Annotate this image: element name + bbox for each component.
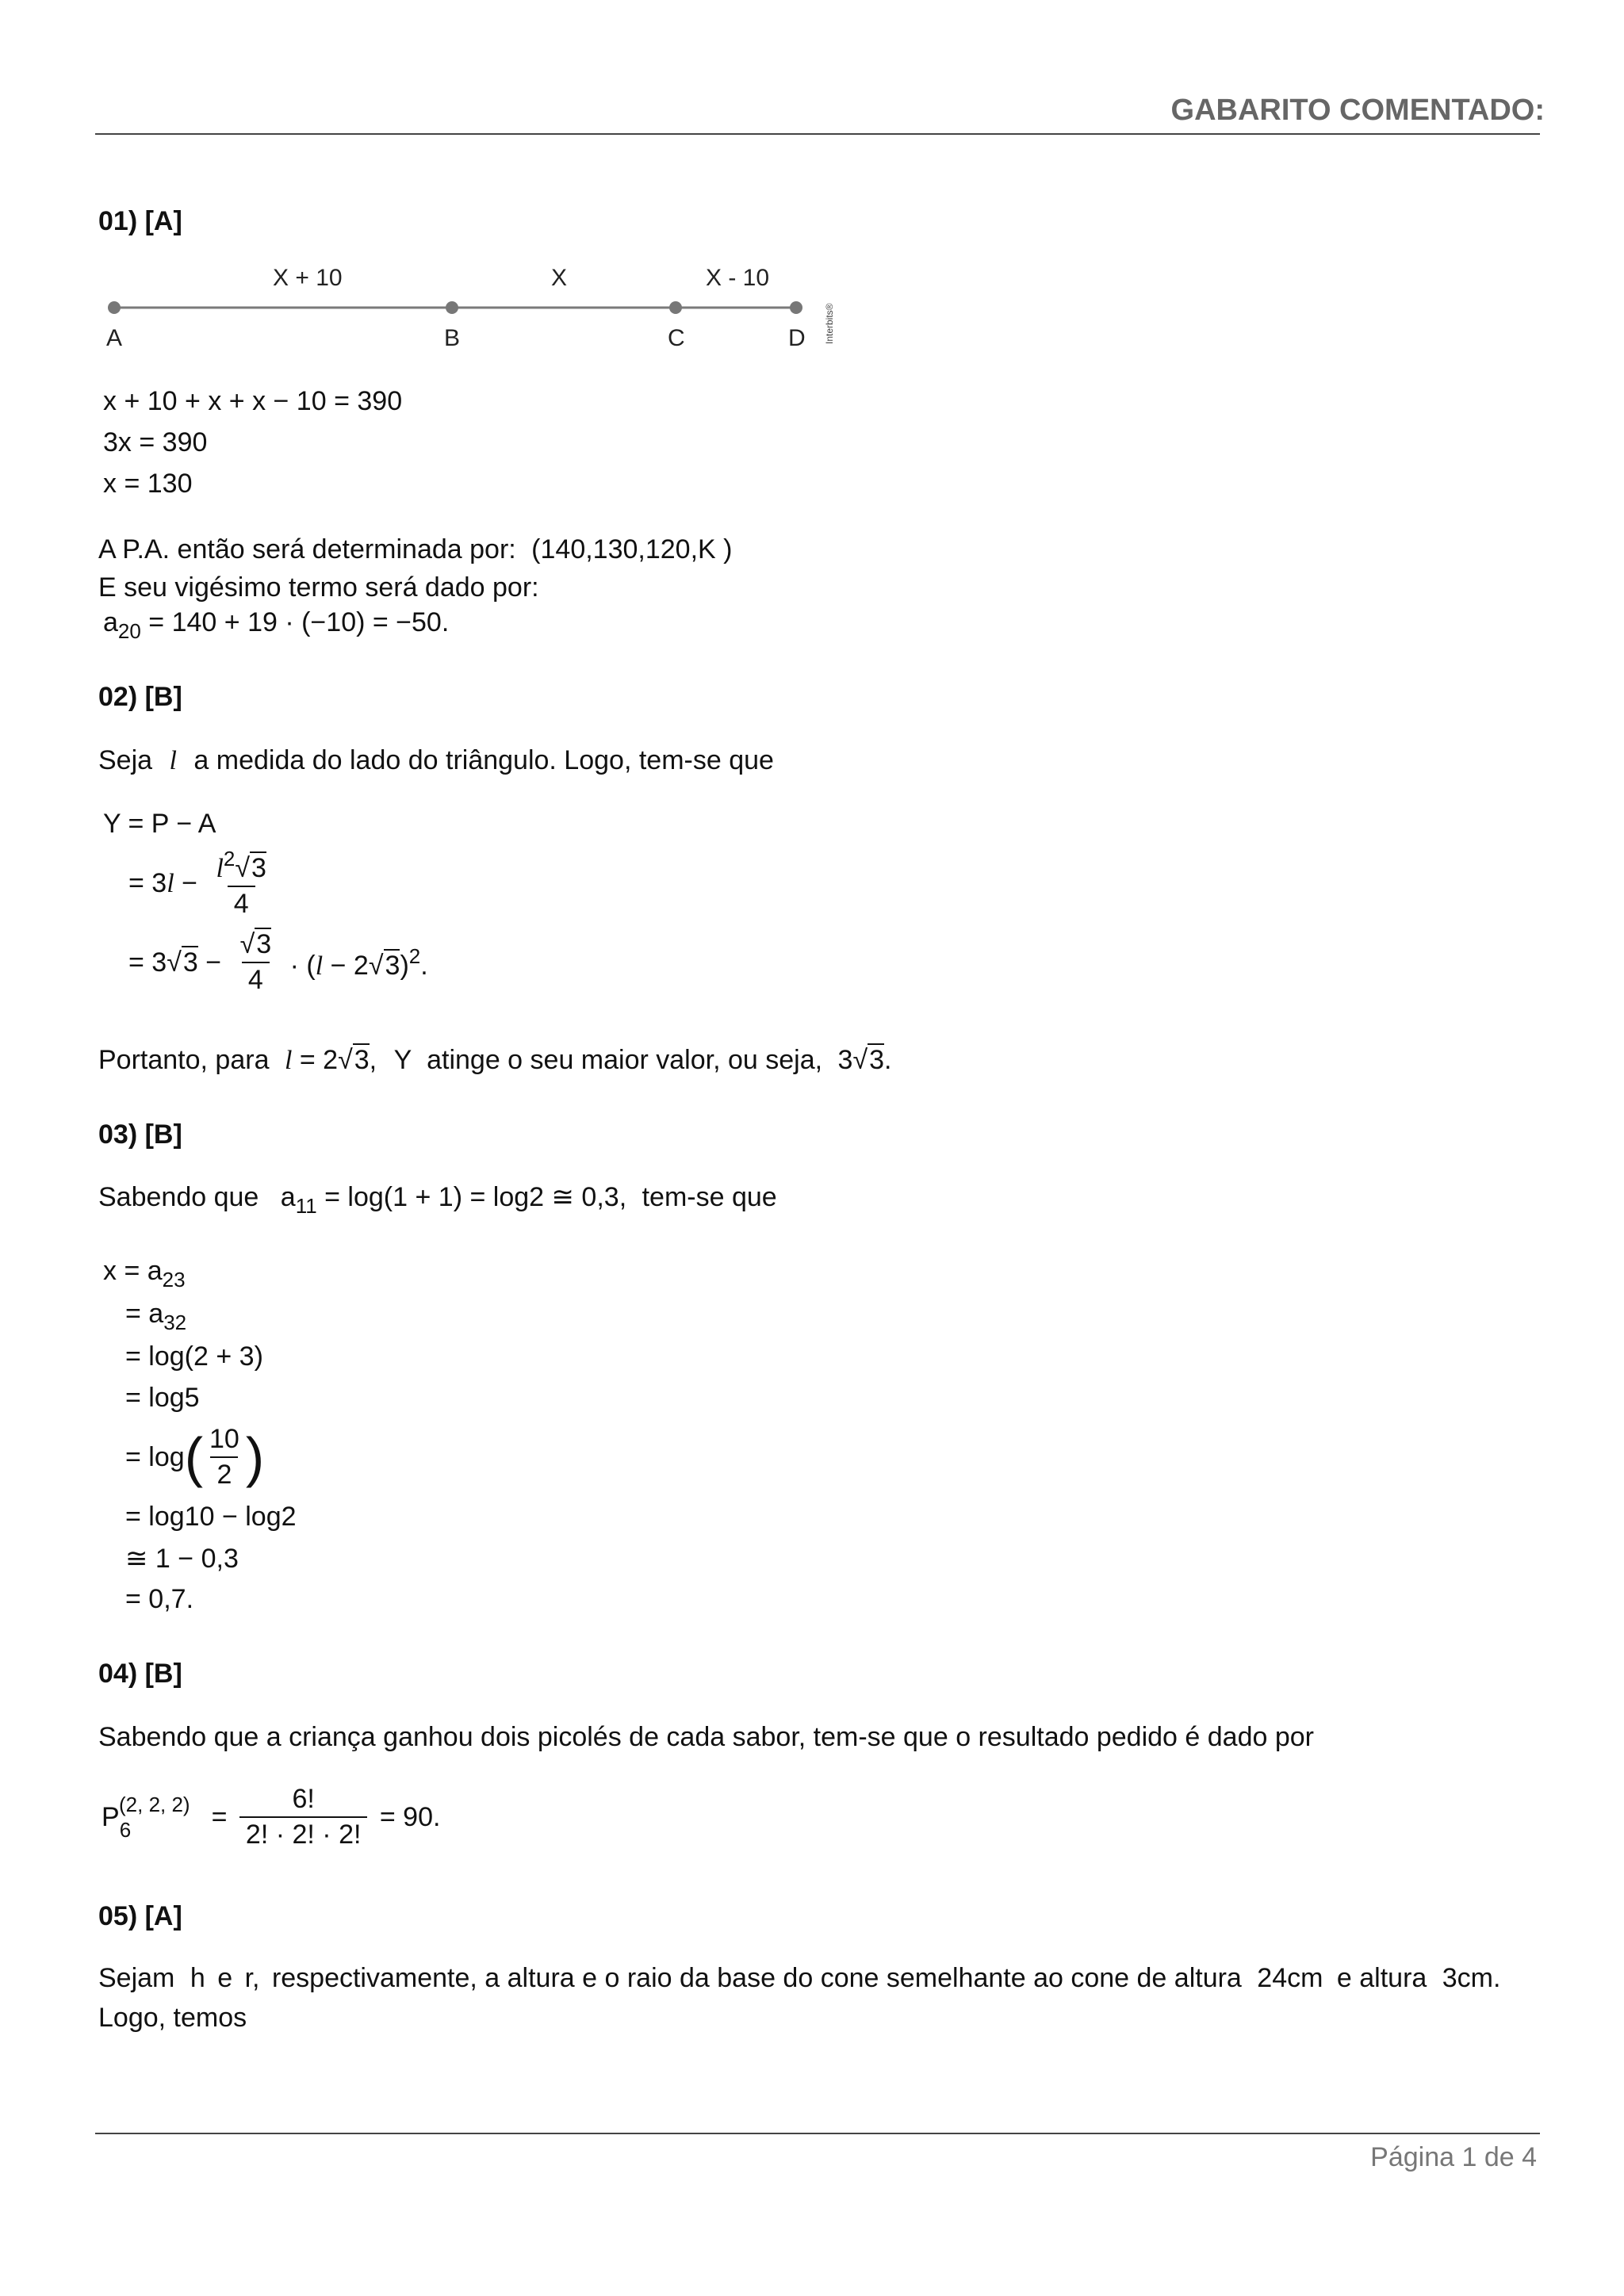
q3-line-log10: = log10 − log2 [125,1502,297,1532]
q2-intro: Seja l a medida do lado do triângulo. Logo, tem-se que [98,745,774,775]
question-04-heading: 04) [B] [98,1659,182,1689]
q2-line-1: Y = P − A [103,809,216,839]
point-d-dot [790,301,802,314]
q5-text-line-2: Logo, temos [98,2003,247,2033]
q1-vigesimo-text: E seu vigésimo termo será dado por: [98,572,539,603]
page-header-title: GABARITO COMENTADO: [1170,94,1545,127]
point-b-dot [446,301,458,314]
question-02-heading: 02) [B] [98,682,182,712]
q1-pa-line [98,534,732,565]
question-01-heading: 01) [A] [98,206,182,236]
footer-divider [95,2133,1540,2134]
question-05-heading: 05) [A] [98,1901,182,1931]
q3-line-log5: = log5 [125,1383,200,1413]
point-label-a: A [106,325,123,351]
point-a-dot [108,301,121,314]
point-label-c: C [668,325,685,351]
interbits-watermark: Interbits® [824,303,835,344]
point-label-b: B [444,325,461,351]
point-label-d: D [788,325,806,351]
q2-conclusion: Portanto, para l = 2√3, Y atinge o seu maior valor, ou seja, 3√3. [98,1045,892,1075]
q2-line-2: = 3l − $\frac{l^2√3}{4}$ [128,847,266,919]
q1-pa-sequence: (140,130,120,K ) [531,534,733,564]
q5-text-line-1: Sejam h e r, respectivamente, a altura e o raio da base do cone semelhante ao cone de altura 24cm e altura 3cm. [98,1963,1501,1993]
page-number: Página 1 de 4 [1370,2142,1537,2172]
q1-equations [103,381,402,504]
q3-line-log-frac: = log( $\frac{10}{2}$ ) [125,1424,265,1490]
header-divider [95,133,1540,135]
q1-eq-3: x = 130 [103,469,193,499]
q2-line-3: = 3√3 − $\frac{√3}{4}$ · $(l - 2√3)^2$. [128,929,428,995]
q4-text: Sabendo que a criança ganhou dois picolés de cada sabor, tem-se que o resultado pedido é dado por [98,1722,1314,1752]
q3-line-result: = 0,7. [125,1584,194,1614]
q3-line-x: $x = a_{23}$ [103,1256,186,1292]
question-03-heading: 03) [B] [98,1119,182,1150]
segment-label-cd: X - 10 [706,265,770,291]
q3-line-approx: ≅ 1 − 0,3 [125,1544,239,1574]
q3-intro: Sabendo que $a_{11} = \log(1 + 1) = \log 2$ ≅ 0,3, tem-se que [98,1182,777,1218]
q4-formula: $P_6$ (2, 2, 2) = $\frac{6!}{2! \cdot 2! \cdot 2!}$ = 90. [102,1784,441,1850]
q3-line-a32: = $a_{32}$ [125,1299,187,1334]
segment-diagram [95,262,856,357]
q1-eq-1: x + 10 + x + x − 10 = 390 [103,386,403,416]
q3-line-log23: = log(2 + 3) [125,1341,263,1372]
segment-label-ab: X + 10 [273,265,343,291]
q1-pa-text: A P.A. então será determinada por: [98,534,516,564]
q1-eq-2: 3x = 390 [103,427,208,457]
point-c-dot [669,301,682,314]
segment-label-bc: X [551,265,568,291]
q1-a20-formula: $a_{20} = 140 + 19 \cdot (-10) = -50$. [103,607,450,643]
